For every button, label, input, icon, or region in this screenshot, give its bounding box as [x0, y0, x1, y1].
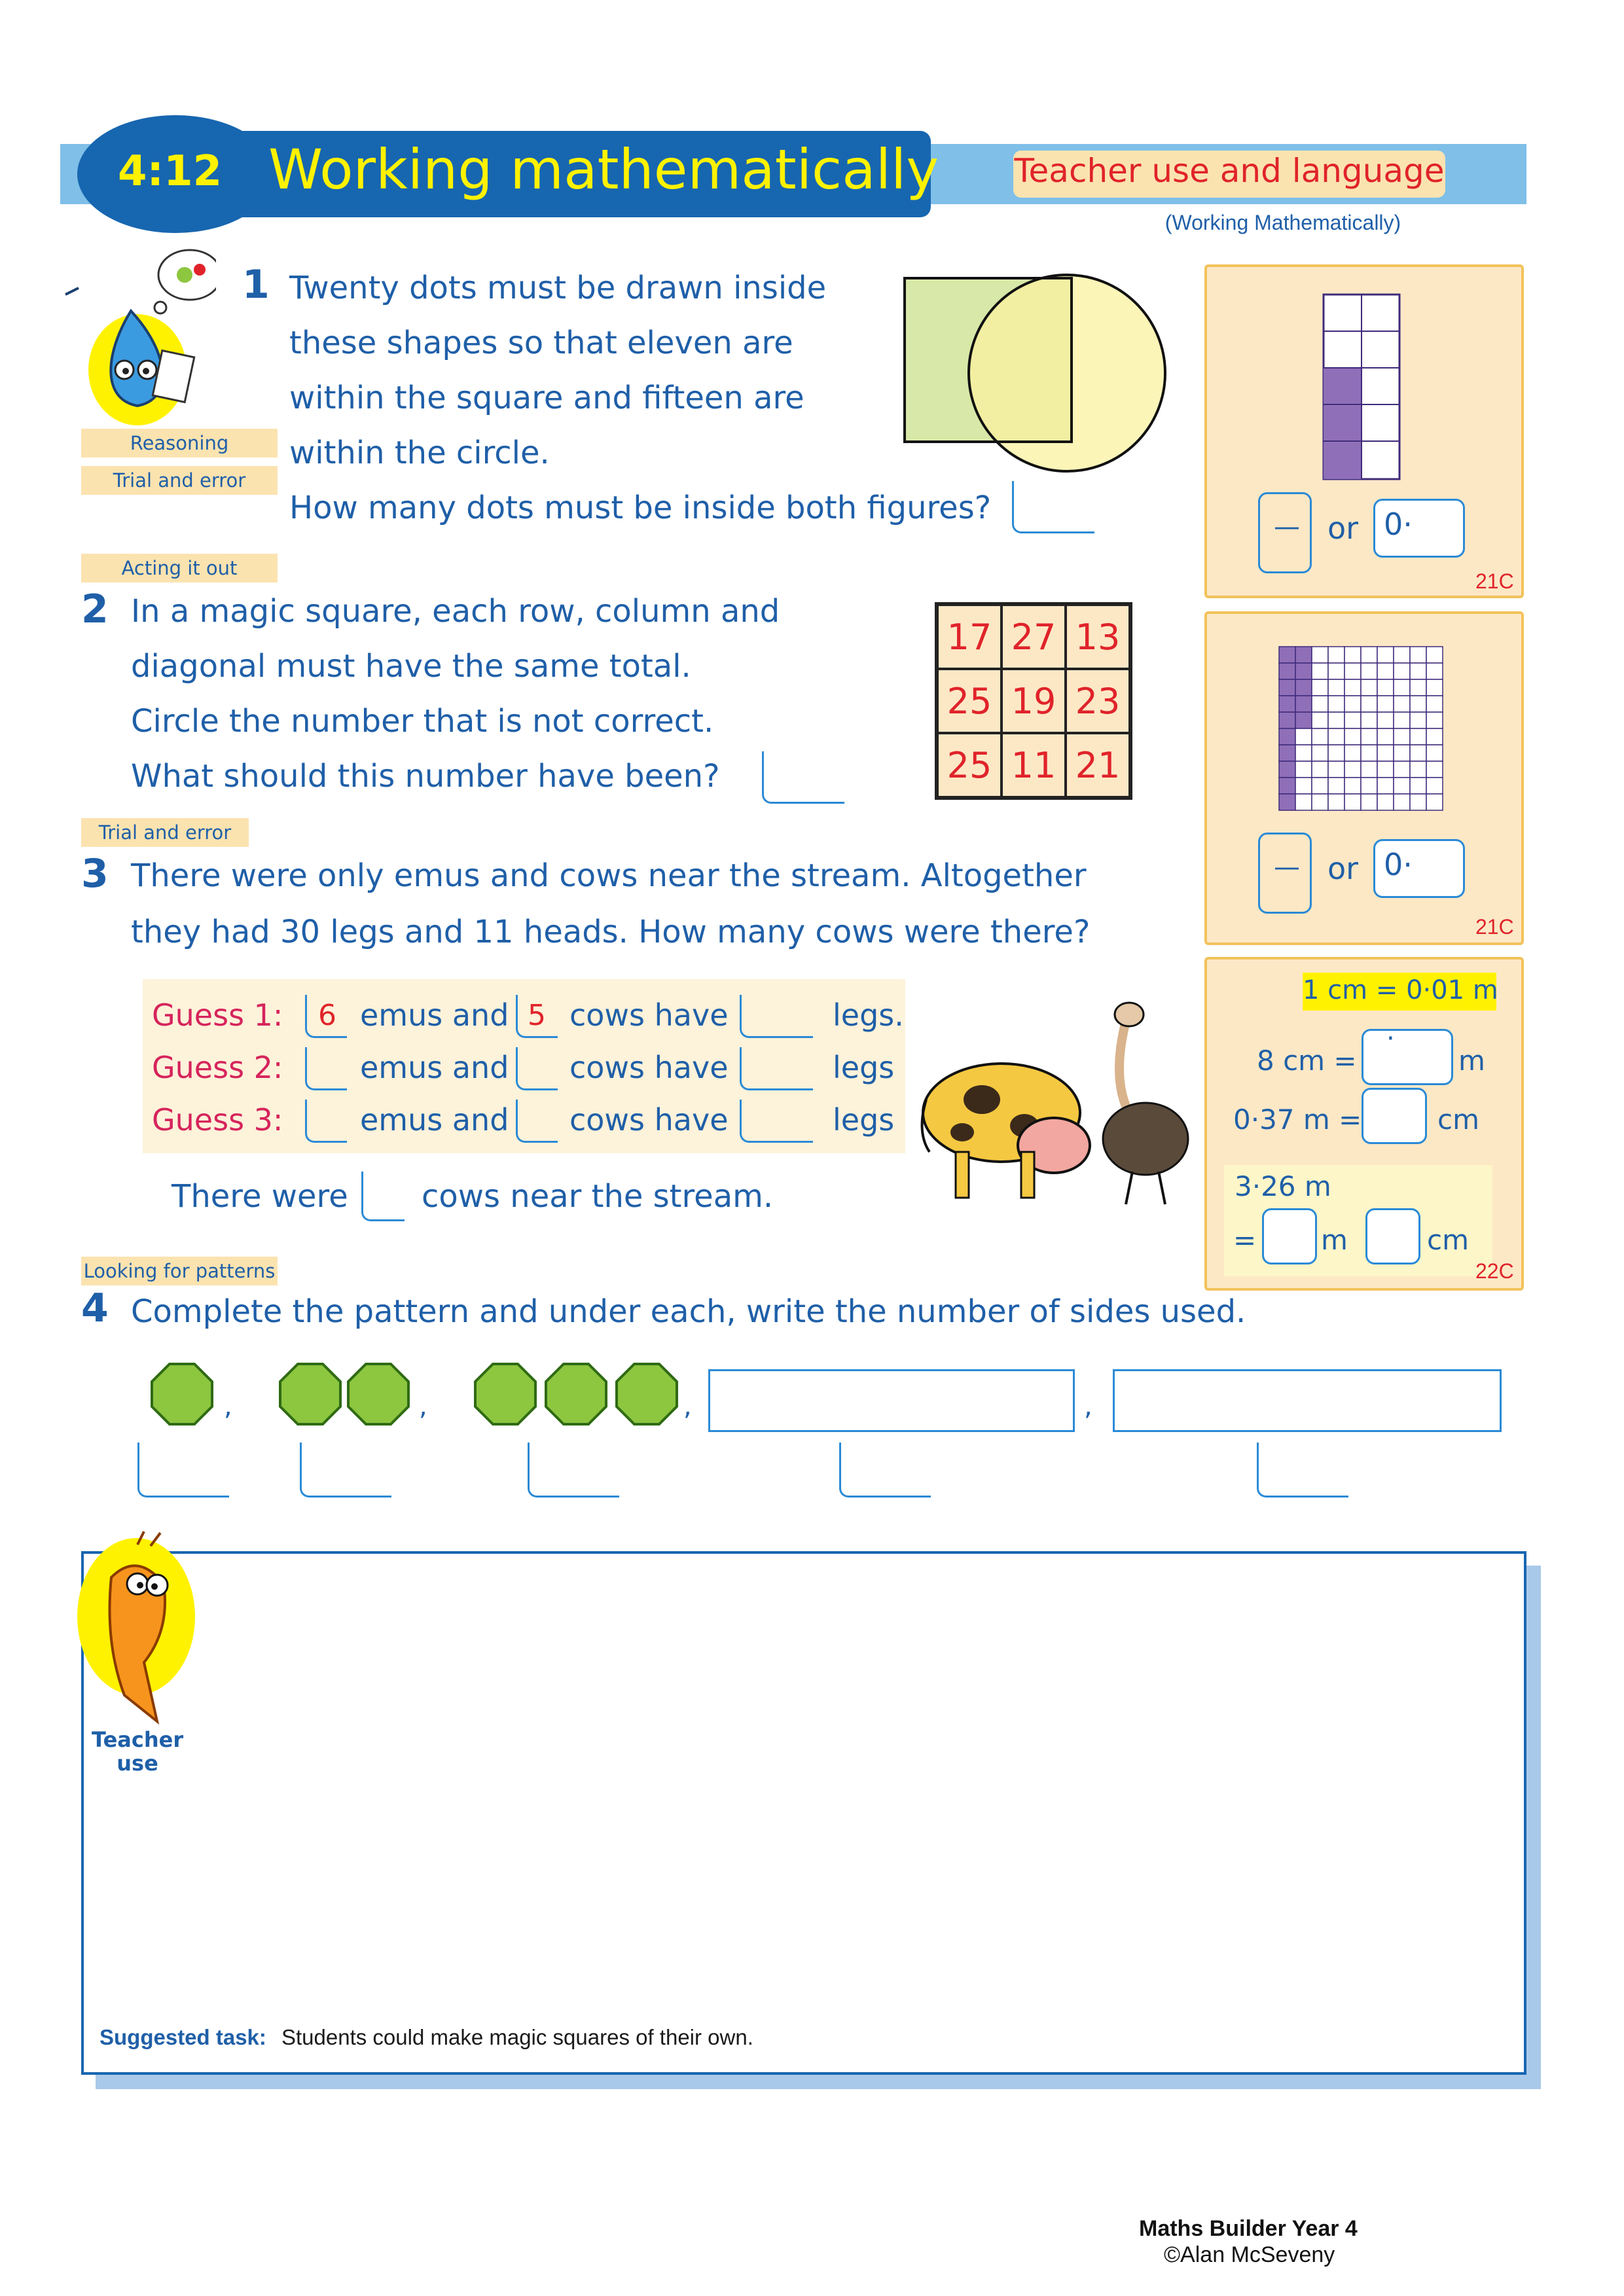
- tag-trial-error: Trial and error: [81, 466, 278, 495]
- shaded-cell: [1324, 405, 1362, 442]
- page-title: Working mathematically: [268, 137, 939, 202]
- panel1-code: 21C: [1475, 569, 1514, 593]
- metres-unit: m: [1321, 1224, 1348, 1256]
- grid-cell: [1361, 728, 1377, 745]
- grid-cell: [1426, 696, 1443, 712]
- sides-answer-2[interactable]: [300, 1443, 391, 1498]
- grid-cell: [1344, 745, 1361, 761]
- shaded-cell: [1279, 794, 1295, 810]
- subtitle: (Working Mathematically): [1164, 211, 1401, 234]
- panel3-code: 22C: [1475, 1259, 1514, 1283]
- grid-cell: [1312, 663, 1328, 679]
- panel1-dash: —: [1274, 512, 1300, 542]
- grid-cell: [1426, 778, 1443, 794]
- magic-cell[interactable]: 13: [1066, 605, 1130, 669]
- pattern-comma: ,: [224, 1391, 232, 1422]
- octagon-icon: [617, 1364, 677, 1424]
- cows-have-label: cows have: [569, 1102, 729, 1138]
- grid-cell: [1344, 712, 1361, 728]
- q1-line-3: within the square and fifteen are: [289, 380, 804, 416]
- cm-unit: cm: [1437, 1103, 1480, 1136]
- suggested-task-text: Students could make magic squares of their own.: [281, 2025, 753, 2049]
- author-credit: ©Alan McSeveny: [1164, 2242, 1335, 2267]
- grid-cell: [1410, 712, 1426, 728]
- grid-cell: [1344, 778, 1361, 794]
- shaded-cell: [1279, 778, 1295, 794]
- legs-label: legs: [833, 1102, 895, 1138]
- grid-cell: [1377, 761, 1394, 778]
- grid-cell: [1410, 663, 1426, 679]
- grid-cell: [1377, 647, 1394, 663]
- mixed-prompt: 3·26 m: [1235, 1170, 1331, 1202]
- grid-cell: [1394, 647, 1410, 663]
- panel1-or: or: [1327, 511, 1359, 546]
- panel2-dash: —: [1274, 852, 1300, 882]
- shaded-cell: [1295, 712, 1312, 728]
- guess-1-label: Guess 1:: [152, 997, 283, 1033]
- guess-2-label: Guess 2:: [152, 1050, 283, 1085]
- grid-cell: [1295, 728, 1312, 745]
- panel2-zero: 0·: [1384, 847, 1413, 882]
- fish-mascot-icon: [72, 1525, 203, 1734]
- tag-looking-for-patterns: Looking for patterns: [81, 1257, 278, 1285]
- grid-cell: [1361, 778, 1377, 794]
- sides-answer-3[interactable]: [528, 1443, 619, 1498]
- grid-cell: [1361, 745, 1377, 761]
- decimal-point: ·: [1386, 1024, 1395, 1054]
- grid-cell: [1328, 712, 1344, 728]
- grid-cell: [1426, 761, 1443, 778]
- guess-3-legs-box[interactable]: [740, 1100, 813, 1143]
- pattern-comma: ,: [683, 1391, 692, 1422]
- grid-cell: [1394, 778, 1410, 794]
- grid-cell: [1312, 761, 1328, 778]
- grid-cell: [1328, 794, 1344, 810]
- octagon-icon: [152, 1364, 212, 1424]
- sides-answer-4[interactable]: [839, 1443, 931, 1498]
- q3-line-1: There were only emus and cows near the stream. Altogether: [131, 857, 1087, 894]
- grid-cell: [1377, 794, 1394, 810]
- magic-cell[interactable]: 17: [937, 605, 1001, 669]
- emus-and-label: emus and: [360, 1050, 509, 1085]
- grid-cell: [1344, 794, 1361, 810]
- hundred-grid: [1278, 645, 1444, 812]
- suggested-task-label: Suggested task:: [99, 2025, 266, 2049]
- grid-cell: [1377, 778, 1394, 794]
- octagon-icon: [546, 1364, 606, 1424]
- grid-cell: [1361, 761, 1377, 778]
- question-3-number: 3: [81, 851, 109, 897]
- grid-cell: [1410, 745, 1426, 761]
- q1-line-1: Twenty dots must be drawn inside: [289, 270, 827, 306]
- legs-label: legs.: [833, 997, 904, 1033]
- grid-cell: [1394, 761, 1410, 778]
- guess-3-cows-box[interactable]: [516, 1100, 558, 1143]
- grid-cell: [1394, 663, 1410, 679]
- m-to-cm-box[interactable]: [1362, 1088, 1427, 1144]
- book-title: Maths Builder Year 4: [1139, 2216, 1358, 2241]
- drop-mascot-icon: [39, 249, 216, 425]
- conversion-rule: 1 cm = 0·01 m: [1303, 975, 1498, 1005]
- grid-cell: [1377, 745, 1394, 761]
- grid-cell: [1344, 647, 1361, 663]
- emus-and-label: emus and: [360, 1102, 509, 1138]
- panel1-zero: 0·: [1384, 507, 1413, 542]
- tag-acting-it-out: Acting it out: [81, 554, 278, 583]
- shaded-cell: [1324, 368, 1362, 405]
- grid-cell: [1328, 728, 1344, 745]
- legs-label: legs: [833, 1050, 895, 1085]
- q2-line-4: What should this number have been?: [131, 758, 720, 795]
- grid-cell: [1312, 778, 1328, 794]
- pattern-comma: ,: [419, 1391, 427, 1422]
- magic-cell[interactable]: 11: [1001, 733, 1066, 797]
- grid-cell: [1426, 663, 1443, 679]
- grid-cell: [1377, 679, 1394, 696]
- magic-square: [935, 602, 1132, 800]
- q2-line-3: Circle the number that is not correct.: [131, 703, 714, 740]
- shaded-cell: [1295, 696, 1312, 712]
- grid-cell: [1328, 663, 1344, 679]
- centimetres-unit: cm: [1427, 1224, 1470, 1256]
- m-unit: m: [1458, 1045, 1485, 1077]
- grid-cell: [1426, 712, 1443, 728]
- grid-cell: [1361, 696, 1377, 712]
- grid-cell: [1344, 696, 1361, 712]
- grid-cell: [1312, 794, 1328, 810]
- grid-cell: [1426, 647, 1443, 663]
- grid-cell: [1377, 712, 1394, 728]
- grid-cell: [1295, 778, 1312, 794]
- grid-cell: [1377, 728, 1394, 745]
- shaded-cell: [1279, 647, 1295, 663]
- question-4-number: 4: [81, 1285, 109, 1331]
- metres-box[interactable]: [1262, 1208, 1317, 1265]
- grid-cell: [1377, 696, 1394, 712]
- octagon-icon: [348, 1364, 408, 1424]
- pattern-box-5[interactable]: [1113, 1369, 1502, 1432]
- teacher-notes-area[interactable]: [81, 1551, 1526, 2075]
- tag-reasoning: Reasoning: [81, 429, 278, 457]
- grid-cell: [1312, 679, 1328, 696]
- grid-cell: [1410, 679, 1426, 696]
- grid-cell: [1361, 663, 1377, 679]
- guess-1-cows-value: 5: [528, 999, 546, 1032]
- magic-cell[interactable]: 21: [1066, 733, 1130, 797]
- grid-cell: [1295, 794, 1312, 810]
- octagon-icon: [280, 1364, 340, 1424]
- tenths-strip: [1322, 293, 1401, 480]
- pattern-comma: ,: [1084, 1391, 1092, 1422]
- grid-cell: [1394, 745, 1410, 761]
- guess-2-emus-box[interactable]: [305, 1047, 347, 1090]
- grid-cell: [1394, 679, 1410, 696]
- grid-cell: [1410, 696, 1426, 712]
- grid-cell: [1312, 712, 1328, 728]
- conclusion-end: cows near the stream.: [422, 1178, 774, 1215]
- cows-have-label: cows have: [569, 997, 729, 1033]
- grid-cell: [1328, 679, 1344, 696]
- q1-line-2: these shapes so that eleven are: [289, 325, 793, 361]
- grid-cell: [1344, 728, 1361, 745]
- cows-have-label: cows have: [569, 1050, 729, 1085]
- grid-cell: [1344, 663, 1361, 679]
- question-1-number: 1: [242, 262, 270, 308]
- octagon-icon: [475, 1364, 535, 1424]
- grid-cell: [1328, 778, 1344, 794]
- grid-cell: [1328, 647, 1344, 663]
- q1-line-4: within the circle.: [289, 435, 550, 471]
- grid-cell: [1295, 745, 1312, 761]
- q1-line-5: How many dots must be inside both figures?: [289, 490, 992, 526]
- grid-cell: [1410, 728, 1426, 745]
- panel2-code: 21C: [1475, 915, 1514, 939]
- grid-cell: [1410, 778, 1426, 794]
- grid-cell: [1394, 728, 1410, 745]
- guess-2-cows-box[interactable]: [516, 1047, 558, 1090]
- grid-cell: [1410, 761, 1426, 778]
- q2-line-1: In a magic square, each row, column and: [131, 593, 780, 630]
- centimetres-box[interactable]: [1365, 1208, 1420, 1265]
- grid-cell: [1295, 761, 1312, 778]
- shaded-cell: [1295, 647, 1312, 663]
- grid-cell: [1312, 696, 1328, 712]
- shaded-cell: [1279, 761, 1295, 778]
- grid-cell: [1394, 712, 1410, 728]
- grid-cell: [1312, 728, 1328, 745]
- shaded-cell: [1279, 696, 1295, 712]
- sides-answer-1[interactable]: [137, 1443, 229, 1498]
- shaded-cell: [1279, 745, 1295, 761]
- grid-cell: [1328, 745, 1344, 761]
- grid-cell: [1361, 679, 1377, 696]
- shaded-cell: [1279, 663, 1295, 679]
- grid-cell: [1361, 647, 1377, 663]
- shaded-cell: [1279, 728, 1295, 745]
- grid-cell: [1426, 794, 1443, 810]
- q4-instruction: Complete the pattern and under each, write the number of sides used.: [131, 1293, 1246, 1330]
- magic-cell[interactable]: 23: [1066, 669, 1130, 733]
- magic-cell[interactable]: 25: [937, 669, 1001, 733]
- grid-cell: [1312, 647, 1328, 663]
- grid-cell: [1344, 761, 1361, 778]
- grid-cell: [1394, 696, 1410, 712]
- q2-answer-box[interactable]: [762, 751, 844, 804]
- teacher-use-caption: Teacher use: [92, 1727, 184, 1776]
- cow-and-emu-illustration: [910, 995, 1204, 1217]
- cows-answer-box[interactable]: [361, 1172, 405, 1221]
- guess-1-legs-box[interactable]: [740, 995, 813, 1038]
- cm-to-m-box[interactable]: [1362, 1029, 1453, 1085]
- emus-and-label: emus and: [360, 997, 509, 1033]
- shaded-cell: [1295, 679, 1312, 696]
- guess-1-emus-value: 6: [318, 999, 336, 1032]
- teacher-use-label: Teacher use and language: [1014, 152, 1445, 190]
- grid-cell: [1426, 679, 1443, 696]
- shaded-cell: [1279, 712, 1295, 728]
- guess-2-legs-box[interactable]: [740, 1047, 813, 1090]
- grid-cell: [1312, 745, 1328, 761]
- grid-cell: [1344, 679, 1361, 696]
- cm-to-m-prompt: 8 cm =: [1257, 1045, 1357, 1077]
- shaded-cell: [1324, 442, 1362, 479]
- grid-cell: [1426, 728, 1443, 745]
- magic-cell[interactable]: 19: [1001, 669, 1066, 733]
- magic-cell[interactable]: 25: [937, 733, 1001, 797]
- m-to-cm-prompt: 0·37 m =: [1233, 1103, 1362, 1136]
- grid-cell: [1377, 663, 1394, 679]
- grid-cell: [1361, 712, 1377, 728]
- equals-sign: =: [1233, 1224, 1257, 1256]
- shaded-cell: [1279, 679, 1295, 696]
- grid-cell: [1410, 794, 1426, 810]
- unit-number: 4:12: [118, 147, 223, 196]
- guess-3-emus-box[interactable]: [305, 1100, 347, 1143]
- pattern-box-4[interactable]: [708, 1369, 1075, 1432]
- magic-cell[interactable]: 27: [1001, 605, 1066, 669]
- shaded-cell: [1295, 663, 1312, 679]
- question-2-number: 2: [81, 586, 109, 632]
- guess-3-label: Guess 3:: [152, 1102, 283, 1138]
- grid-cell: [1328, 696, 1344, 712]
- q2-line-2: diagonal must have the same total.: [131, 648, 691, 685]
- grid-cell: [1426, 745, 1443, 761]
- square-circle-diagram: [897, 262, 1172, 484]
- grid-cell: [1410, 647, 1426, 663]
- sides-answer-5[interactable]: [1257, 1443, 1348, 1498]
- grid-cell: [1394, 794, 1410, 810]
- q1-answer-box[interactable]: [1012, 481, 1094, 533]
- tag-trial-error-2: Trial and error: [81, 818, 249, 847]
- grid-cell: [1328, 761, 1344, 778]
- q3-line-2: they had 30 legs and 11 heads. How many cows were there?: [131, 914, 1091, 950]
- grid-cell: [1361, 794, 1377, 810]
- conclusion-start: There were: [171, 1178, 348, 1215]
- panel2-or: or: [1327, 851, 1359, 886]
